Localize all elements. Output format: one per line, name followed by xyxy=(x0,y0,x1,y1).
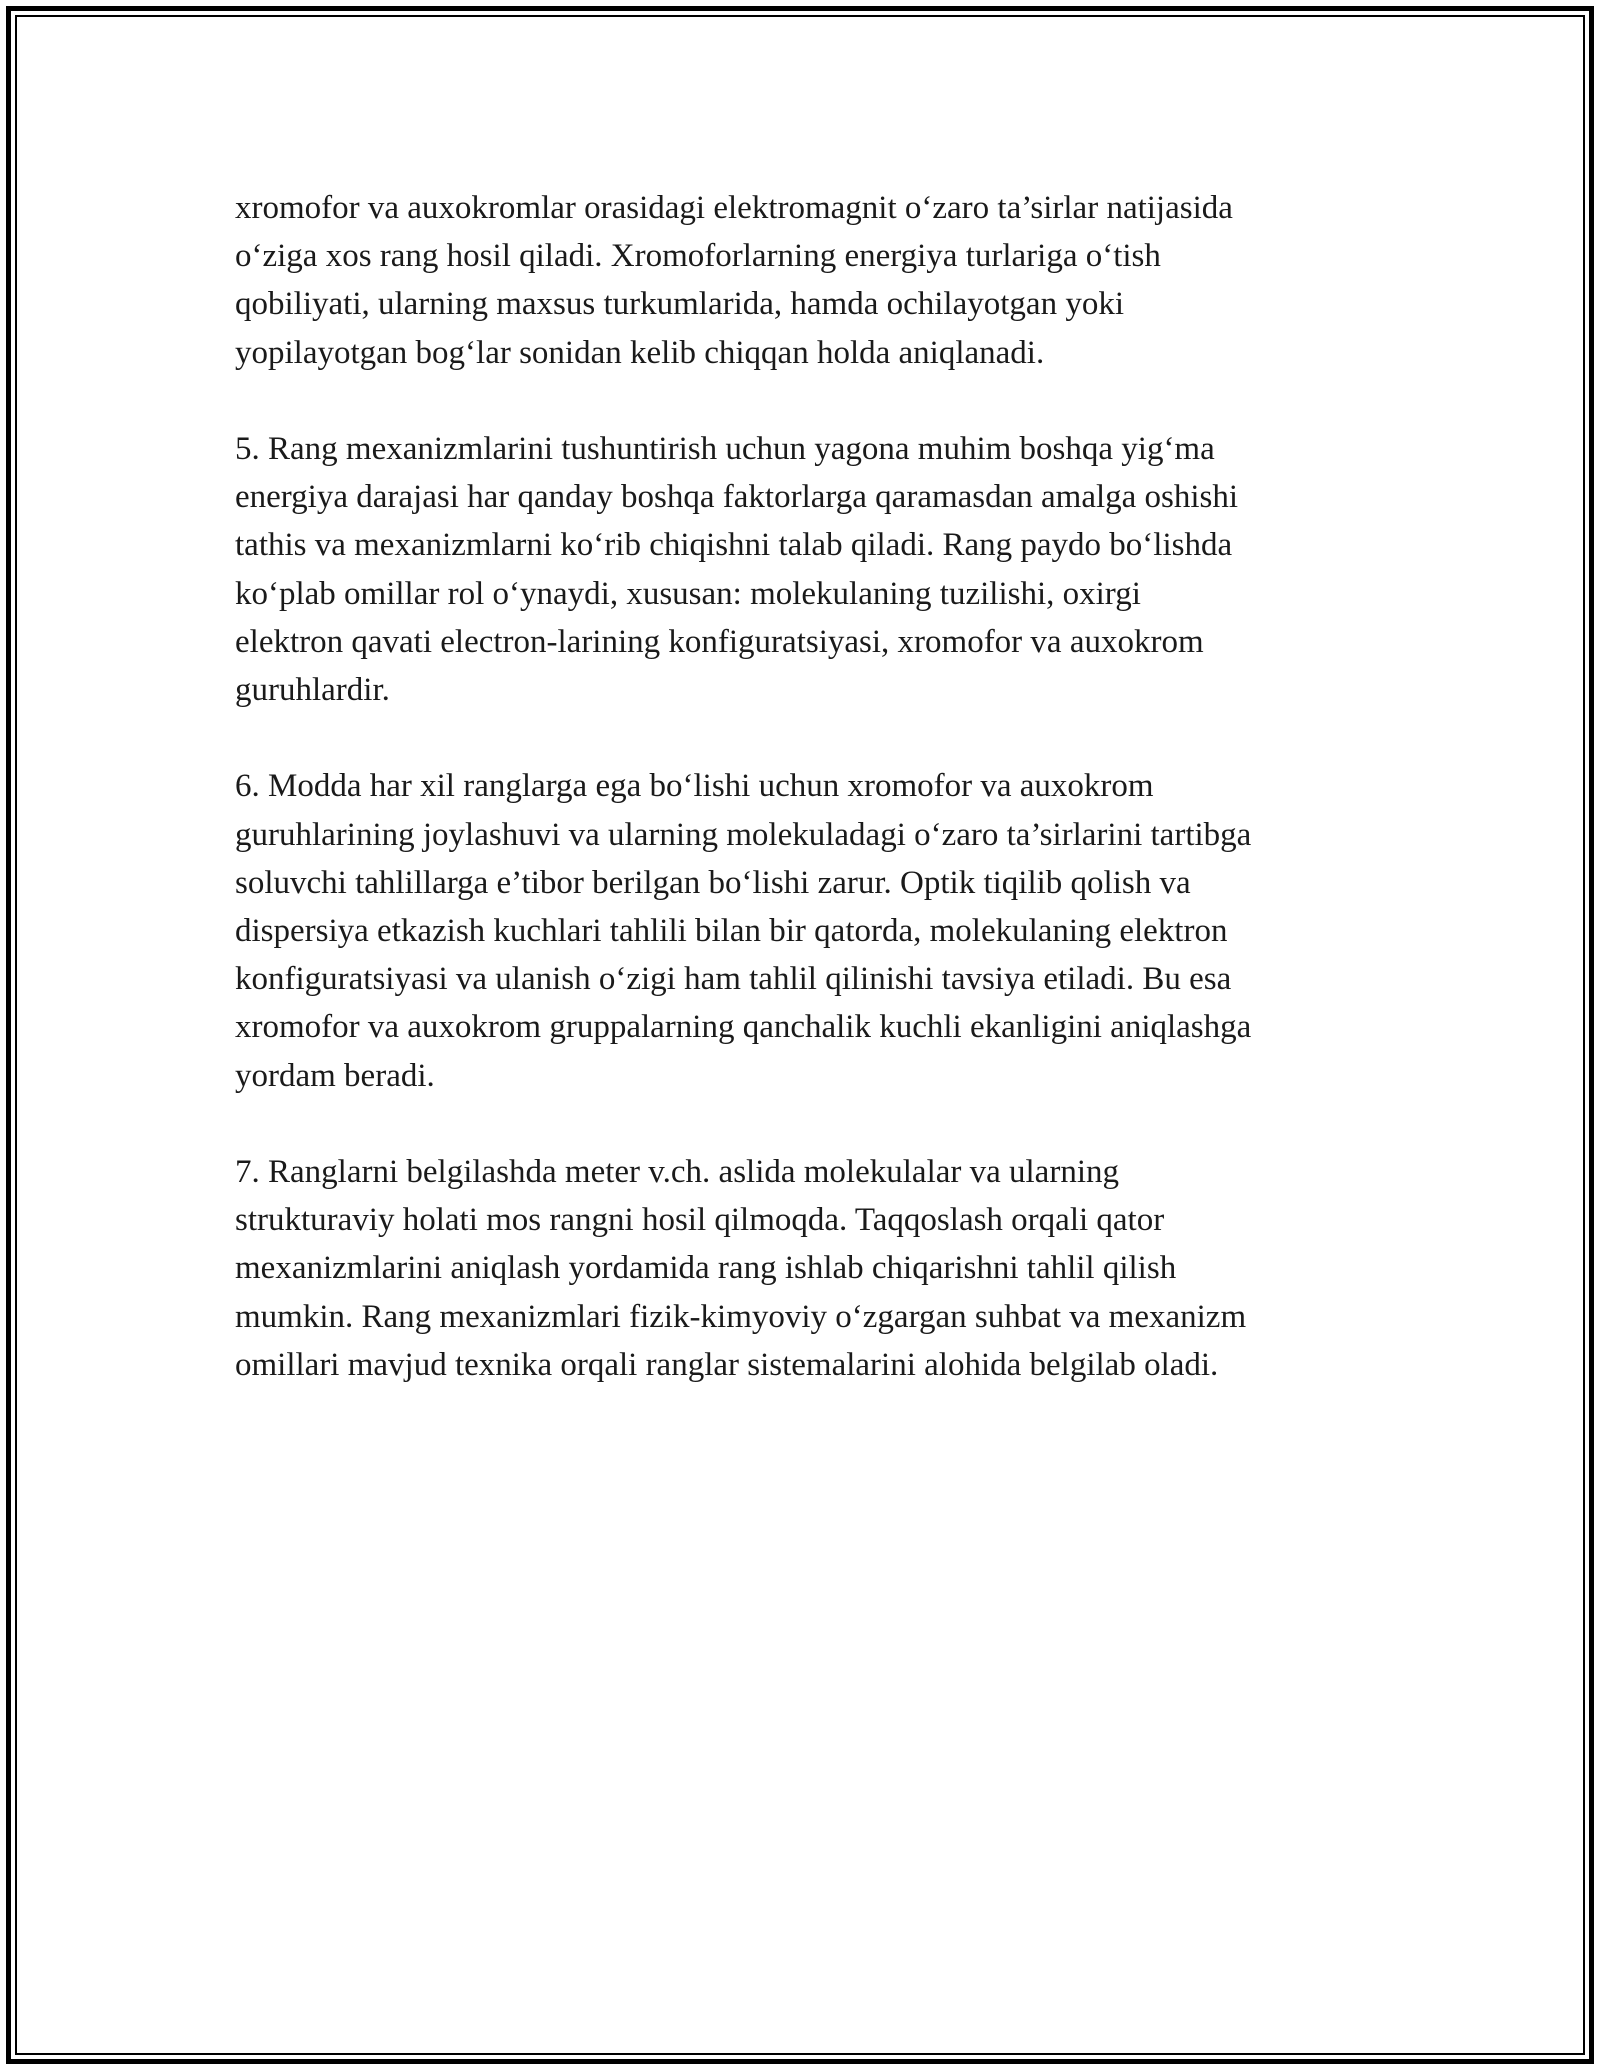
paragraph xyxy=(235,184,1380,377)
text-line: elektron qavati electron-larining konfiguratsiyasi, xromofor va auxokrom xyxy=(235,623,1204,660)
text-line: mexanizmlarini aniqlash yordamida rang ishlab chiqarishni tahlil qilish xyxy=(235,1250,1177,1287)
text-line: xromofor va auxokrom gruppalarning qanchalik kuchli ekanligini aniqlashga xyxy=(235,1009,1252,1046)
text-line: 7. Ranglarni belgilashda meter v.ch. aslida molekulalar va ularning xyxy=(235,1154,1119,1191)
text-line: soluvchi tahlillarga e’tibor berilgan bo‘lishi zarur. Optik tiqilib qolish va xyxy=(235,864,1191,901)
text-line: dispersiya etkazish kuchlari tahlili bilan bir qatorda, molekulaning elektron xyxy=(235,913,1228,950)
text-line: konfiguratsiyasi va ulanish o‘zigi ham tahlil qilinishi tavsiya etiladi. Bu esa xyxy=(235,961,1232,998)
text-line: xromofor va auxokromlar orasidagi elektromagnit o‘zaro ta’sirlar natijasida xyxy=(235,190,1233,226)
text-line: mumkin. Rang mexanizmlari fizik-kimyoviy o‘zgargan suhbat va mexanizm xyxy=(235,1298,1247,1335)
document-body xyxy=(235,184,1380,1437)
text-line: ko‘plab omillar rol o‘ynaydi, xususan: molekulaning tuzilishi, oxirgi xyxy=(235,575,1141,612)
text-line: yopilayotgan bog‘lar sonidan kelib chiqqan holda aniqlanadi. xyxy=(235,334,1045,371)
text-line: yordam beradi. xyxy=(235,1057,435,1094)
text-line: guruhlardir. xyxy=(235,672,390,709)
text-line: energiya darajasi har qanday boshqa faktorlarga qaramasdan amalga oshishi xyxy=(235,479,1239,516)
text-line: qobiliyati, ularning maxsus turkumlarida, hamda ochilayotgan yoki xyxy=(235,286,1124,323)
text-line: strukturaviy holati mos rangni hosil qilmoqda. Taqqoslash orqali qator xyxy=(235,1202,1165,1239)
paragraph-item-7 xyxy=(235,1148,1380,1389)
text-line: o‘ziga xos rang hosil qiladi. Xromoforlarning energiya turlariga o‘tish xyxy=(235,238,1161,275)
paragraph-item-6 xyxy=(235,762,1380,1099)
text-line: tathis va mexanizmlarni ko‘rib chiqishni talab qiladi. Rang paydo bo‘lishda xyxy=(235,527,1233,564)
text-line: guruhlarining joylashuvi va ularning molekuladagi o‘zaro ta’sirlarini tartibga xyxy=(235,816,1252,853)
text-line: omillari mavjud texnika orqali ranglar sistemalarini alohida belgilab oladi. xyxy=(235,1346,1219,1383)
text-line: 6. Modda har xil ranglarga ega bo‘lishi uchun xromofor va auxokrom xyxy=(235,768,1154,805)
text-line: 5. Rang mexanizmlarini tushuntirish uchun yagona muhim boshqa yig‘ma xyxy=(235,431,1215,467)
paragraph-item-5 xyxy=(235,425,1380,714)
